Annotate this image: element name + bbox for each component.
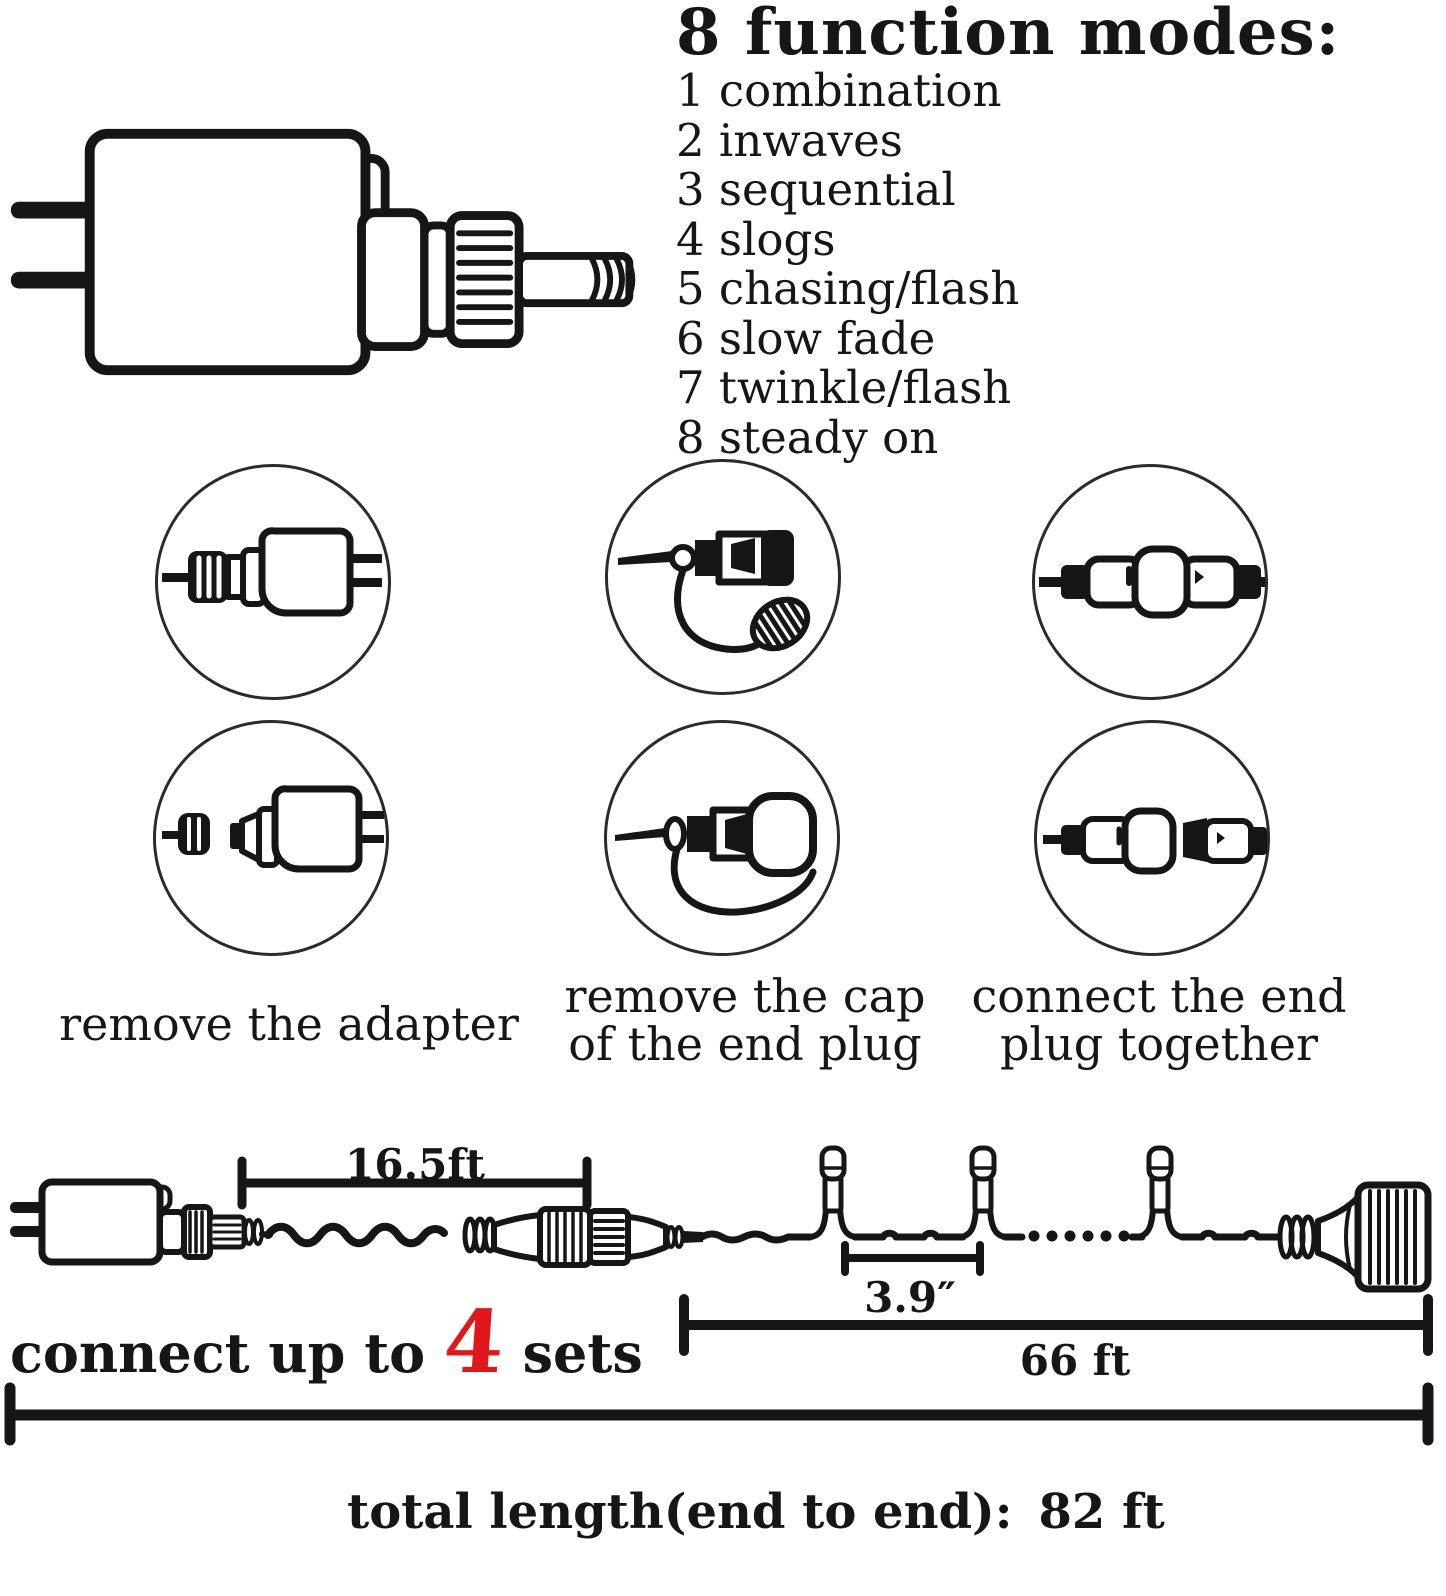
mode-item-7: 7 twinkle/flash [676, 361, 1012, 414]
inline-connector [465, 1209, 703, 1265]
caption-line: remove the cap [564, 969, 926, 1023]
connect-sets-prefix: connect up to [10, 1321, 444, 1385]
adapter-body [90, 134, 366, 370]
step-circle-cap-on [604, 720, 840, 956]
lead-length-label: 16.5ft [345, 1140, 485, 1189]
connect-sets-line [10, 1292, 643, 1393]
connect-sets-suffix: sets [503, 1321, 643, 1385]
total-length-value: 82 ft [1038, 1484, 1165, 1540]
step-circle-cap-off [605, 459, 841, 695]
bulb-spacing-label: 3.9″ [864, 1273, 956, 1322]
total-length-label: total length(end to end): [347, 1484, 1013, 1540]
adapter-prong-top [11, 202, 96, 219]
total-length-line [0, 1428, 1445, 1596]
bulb [811, 1148, 855, 1237]
step-circle-adapter-removed [153, 720, 389, 956]
adapter-prong-bottom [11, 272, 96, 289]
mode-item-6: 6 slow fade [676, 311, 936, 365]
end-plugs-apart-illustration [1037, 723, 1267, 953]
end-plug-cap-on-illustration [607, 723, 837, 953]
wire-segment [702, 1234, 810, 1240]
step-circle-plugs-connected [1032, 464, 1268, 700]
string-length-label: 66 ft [1019, 1336, 1131, 1385]
bulb-spacing-bracket [845, 1245, 980, 1272]
continuation-dots [1029, 1231, 1130, 1242]
diagram-adapter [10, 1182, 270, 1262]
mode-item-3: 3 sequential [676, 163, 956, 216]
bulb [961, 1148, 1005, 1237]
adapter-connected-illustration [158, 467, 388, 697]
function-modes-title: 8 function modes: [676, 0, 1341, 70]
wire-segment [1182, 1233, 1278, 1237]
mode-item-2: 2 inwaves [676, 113, 903, 167]
adapter-threaded-tip [519, 256, 632, 303]
adapter-knurled-nut [450, 216, 519, 344]
step-circle-plugs-apart [1034, 720, 1270, 956]
function-modes-list [676, 0, 1446, 462]
mode-item-8: 8 steady on [676, 410, 939, 464]
adapter-collar [362, 213, 425, 347]
mode-item-1: 1 combination [676, 64, 1002, 117]
caption-line: of the end plug [568, 1017, 922, 1071]
caption-line: plug together [999, 1017, 1319, 1071]
step-circle-adapter-connected [155, 464, 391, 700]
mode-item-5: 5 chasing/flash [676, 262, 1020, 315]
wire-segment [855, 1233, 963, 1237]
end-plug-cap-off-illustration [608, 462, 838, 692]
bulb [1138, 1148, 1182, 1237]
mode-item-4: 4 slogs [676, 212, 836, 266]
power-adapter-illustration [5, 118, 655, 390]
connect-sets-count: 4 [440, 1292, 508, 1393]
caption-connect-plug [899, 969, 1419, 1071]
end-plugs-connected-illustration [1035, 467, 1265, 697]
end-connector [1280, 1185, 1428, 1289]
adapter-removed-illustration [156, 723, 386, 953]
caption-line: remove the adapter [59, 997, 519, 1051]
caption-remove-adapter [29, 997, 549, 1051]
caption-line: connect the end [971, 969, 1347, 1023]
twisted-lead-wire [268, 1227, 444, 1244]
